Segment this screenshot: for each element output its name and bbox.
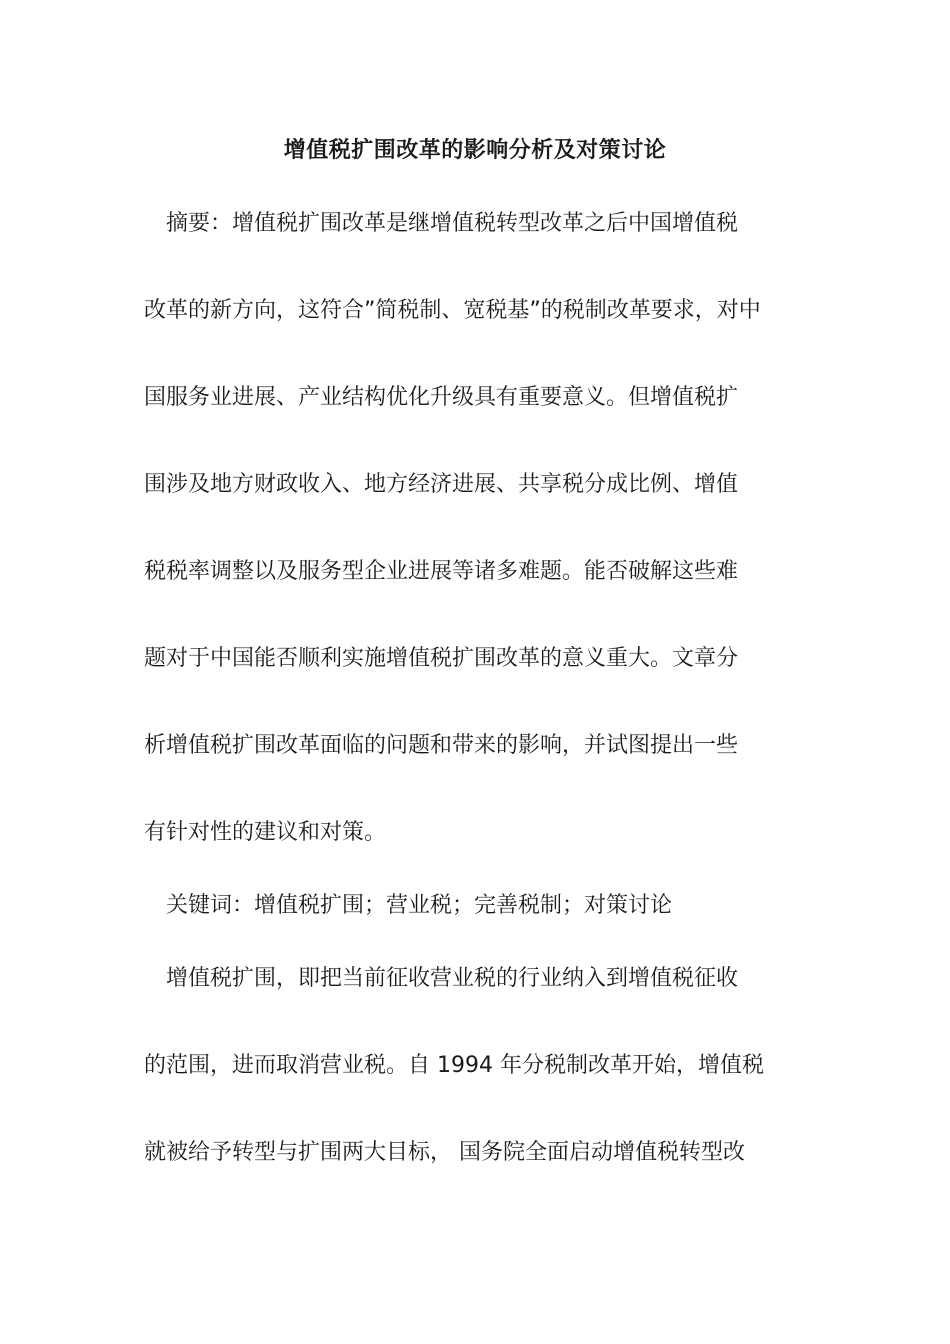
abstract-line-5: 税税率调整以及服务型企业进展等诸多难题。能否破解这些难: [144, 559, 739, 584]
abstract-line-8: 有针对性的建议和对策。: [144, 820, 387, 845]
abstract-line-1: 摘要：增值税扩围改革是继增值税转型改革之后中国增值税: [166, 211, 739, 236]
abstract-line-2: 改革的新方向，这符合”简税制、宽税基”的税制改革要求，对中: [144, 298, 761, 323]
keywords-line: 关键词：增值税扩围；营业税；完善税制；对策讨论: [166, 893, 673, 918]
abstract-line-7: 析增值税扩围改革面临的问题和带来的影响，并试图提出一些: [144, 733, 739, 758]
body-line-1: 增值税扩围，即把当前征收营业税的行业纳入到增值税征收: [166, 966, 739, 991]
abstract-line-3: 国服务业进展、产业结构优化升级具有重要意义。但增值税扩: [144, 385, 739, 410]
abstract-line-6: 题对于中国能否顺利实施增值税扩围改革的意义重大。文章分: [144, 646, 739, 671]
document-title: 增值税扩围改革的影响分析及对策讨论: [283, 138, 667, 163]
body-line-2: 的范围，进而取消营业税。自 1994 年分税制改革开始，增值税: [144, 1053, 764, 1078]
body-line-3: 就被给予转型与扩围两大目标， 国务院全面启动增值税转型改: [144, 1140, 745, 1165]
abstract-line-4: 围涉及地方财政收入、地方经济进展、共享税分成比例、增值: [144, 472, 739, 497]
